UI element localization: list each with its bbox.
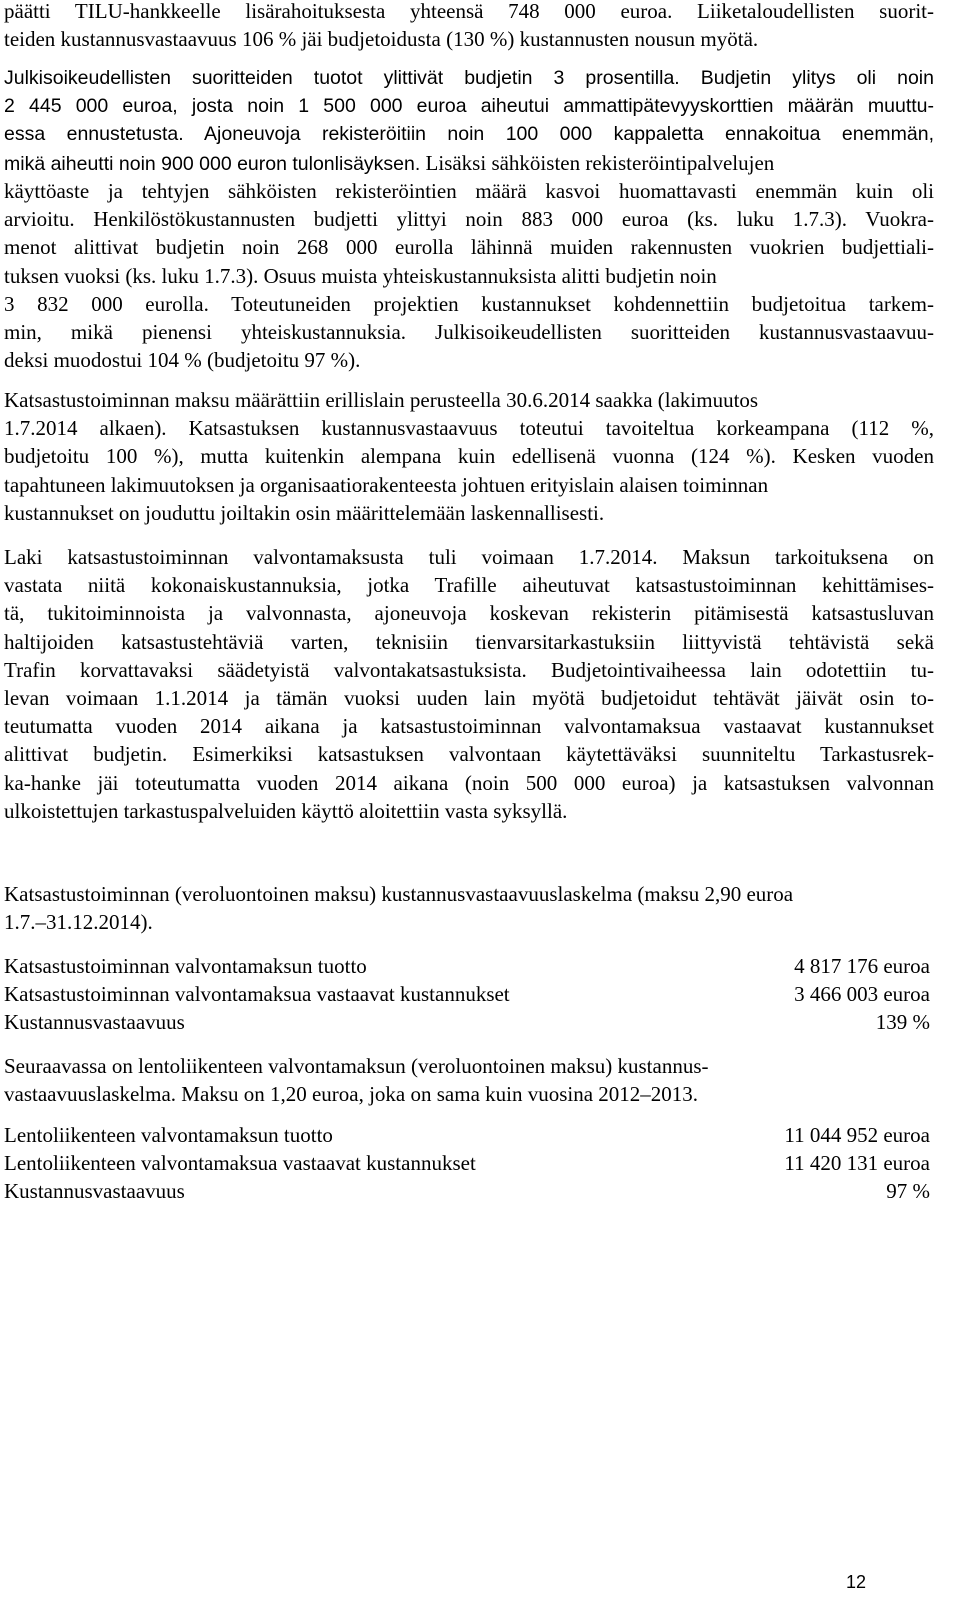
- text-line: menot alittivat budjetin noin 268 000 eurolla lähinnä muiden rakennusten vuokrien budjettiali-: [4, 235, 934, 260]
- table-row: [4, 1121, 930, 1149]
- table-row: [4, 1008, 930, 1036]
- text-line: haltijoiden katsastustehtäviä varten, teknisiin tienvarsitarkastuksiin liittyvistä tehtävistä sekä: [4, 629, 934, 654]
- text-line: alittivat budjetin. Esimerkiksi katsastuksen valvontaan käytettäväksi suunniteltu Tarkastusrek-: [4, 742, 934, 767]
- text-line: 1.7.2014 alkaen). Katsastuksen kustannusvastaavuus toteutui tavoiteltua korkeampana (112 %,: [4, 416, 934, 441]
- text-line: teiden kustannusvastaavuus 106 % jäi budjetoidusta (130 %) kustannusten nousun myötä.: [4, 27, 759, 52]
- text-line: kustannukset on jouduttu joiltakin osin määrittelemään laskennallisesti.: [4, 500, 605, 525]
- row-value: 139 %: [875, 1010, 930, 1035]
- row-label: Kustannusvastaavuus: [4, 1179, 185, 1204]
- text-line: Julkisoikeudellisten suoritteiden tuotot ylittivät budjetin 3 prosentilla. Budjetin ylitys oli noin: [4, 67, 934, 89]
- text-line: tä, tukitoiminnoista ja valvonnasta, ajoneuvoja koskevan rekisterin pitämisestä katsastusluvan: [4, 601, 934, 626]
- paragraph-public-services-cont: [4, 177, 934, 374]
- text-line: Seuraavassa on lentoliikenteen valvontamaksun (veroluontoinen maksu) kustannus-: [4, 1054, 709, 1078]
- text-line: 3 832 000 eurolla. Toteutuneiden projektien kustannukset kohdennettiin budjetoitua tarkem-: [4, 291, 934, 316]
- table-row: [4, 952, 930, 980]
- paragraph-tilu-funding: [4, 0, 934, 53]
- text-line: käyttöaste ja tehtyjen sähköisten rekisteröintien määrä kasvoi huomattavasti enemmän kuin oli: [4, 179, 934, 203]
- row-label: Katsastustoiminnan valvontamaksun tuotto: [4, 954, 367, 978]
- text-line: 1.7.–31.12.2014).: [4, 910, 153, 935]
- text-line: teutumatta vuoden 2014 aikana ja katsastustoiminnan valvontamaksua vastaavat kustannukset: [4, 714, 934, 739]
- text-line: Laki katsastustoiminnan valvontamaksusta tuli voimaan 1.7.2014. Maksun tarkoituksena on: [4, 545, 934, 569]
- inspection-fee-table: [4, 952, 930, 1037]
- paragraph-inspection-calculation-intro: [4, 880, 934, 936]
- table-row: [4, 1177, 930, 1205]
- text-line: Katsastustoiminnan (veroluontoinen maksu) kustannusvastaavuuslaskelma (maksu 2,90 euroa: [4, 882, 794, 906]
- text-line: tapahtuneen lakimuutoksen ja organisaatiorakenteesta johtuen erityislain alaisen toiminnan: [4, 472, 769, 497]
- text-line: tuksen vuoksi (ks. luku 1.7.3). Osuus muista yhteiskustannuksista alitti budjetin noin: [4, 263, 717, 288]
- text-line: budjetoitu 100 %), mutta kuitenkin alempana kuin edellisenä vuonna (124 %). Kesken vuoden: [4, 444, 934, 469]
- aviation-fee-table: [4, 1121, 930, 1206]
- row-value: 97 %: [886, 1179, 930, 1204]
- paragraph-inspection-fee: [4, 386, 934, 527]
- table-row: [4, 1149, 930, 1177]
- text-line: päätti TILU-hankkeelle lisärahoituksesta yhteensä 748 000 euroa. Liiketaloudellisten suorit-: [4, 0, 934, 23]
- row-label: Lentoliikenteen valvontamaksun tuotto: [4, 1123, 333, 1147]
- row-value: 11 044 952 euroa: [784, 1123, 930, 1147]
- row-label: Lentoliikenteen valvontamaksua vastaavat kustannukset: [4, 1151, 476, 1176]
- text-line: arvioitu. Henkilöstökustannusten budjetti ylittyi noin 883 000 euroa (ks. luku 1.7.3). Vuokra-: [4, 207, 934, 232]
- text-line: ulkoistettujen tarkastuspalveluiden käyttö aloitettiin vasta syksyllä.: [4, 798, 568, 823]
- text-fragment: Lisäksi sähköisten rekisteröintipalvelujen: [420, 150, 775, 175]
- text-line: min, mikä pienensi yhteiskustannuksia. Julkisoikeudellisten suoritteiden kustannusvastaavuu-: [4, 319, 934, 344]
- text-line: vastaavuuslaskelma. Maksu on 1,20 euroa, joka on sama kuin vuosina 2012–2013.: [4, 1082, 699, 1107]
- text-line: essa ennustetusta. Ajoneuvoja rekisteröitiin noin 100 000 kappaletta ennakoitua enemmän,: [4, 123, 934, 146]
- paragraph-aviation-calculation-intro: [4, 1052, 934, 1108]
- row-label: Kustannusvastaavuus: [4, 1010, 185, 1035]
- text-line: deksi muodostui 104 % (budjetoitu 97 %).: [4, 348, 361, 373]
- row-value: 11 420 131 euroa: [784, 1151, 930, 1176]
- page-number: 12: [845, 1572, 866, 1592]
- row-value: 4 817 176 euroa: [794, 954, 930, 978]
- text-line: ka-hanke jäi toteutumatta vuoden 2014 aikana (noin 500 000 euroa) ja katsastuksen valvonnan: [4, 770, 934, 795]
- text-line: 2 445 000 euroa, josta noin 1 500 000 euroa aiheutui ammattipätevyyskorttien määrän muuttu-: [4, 95, 934, 118]
- row-label: Katsastustoiminnan valvontamaksua vastaavat kustannukset: [4, 982, 510, 1007]
- paragraph-supervision-fee-law: [4, 543, 934, 825]
- row-value: 3 466 003 euroa: [794, 982, 930, 1007]
- text-line: vastata niitä kokonaiskustannuksia, jotka Trafille aiheutuvat katsastustoiminnan kehittämises-: [4, 573, 934, 598]
- text-line: Katsastustoiminnan maksu määrättiin erillislain perusteella 30.6.2014 saakka (lakimuutos: [4, 388, 759, 412]
- text-fragment: mikä aiheutti noin 900 000 euron tulonlisäyksen.: [4, 152, 421, 175]
- text-line: Trafin korvattavaksi säädetyistä valvontakatsastuksista. Budjetointivaiheessa lain odotettiin tu-: [4, 657, 934, 682]
- paragraph-public-services: [4, 64, 934, 177]
- text-line-mixed: [4, 149, 934, 177]
- text-line: levan voimaan 1.1.2014 ja tämän vuoksi uuden lain myötä budjetoidut tehtävät jäivät osin to-: [4, 685, 934, 710]
- table-row: [4, 980, 930, 1008]
